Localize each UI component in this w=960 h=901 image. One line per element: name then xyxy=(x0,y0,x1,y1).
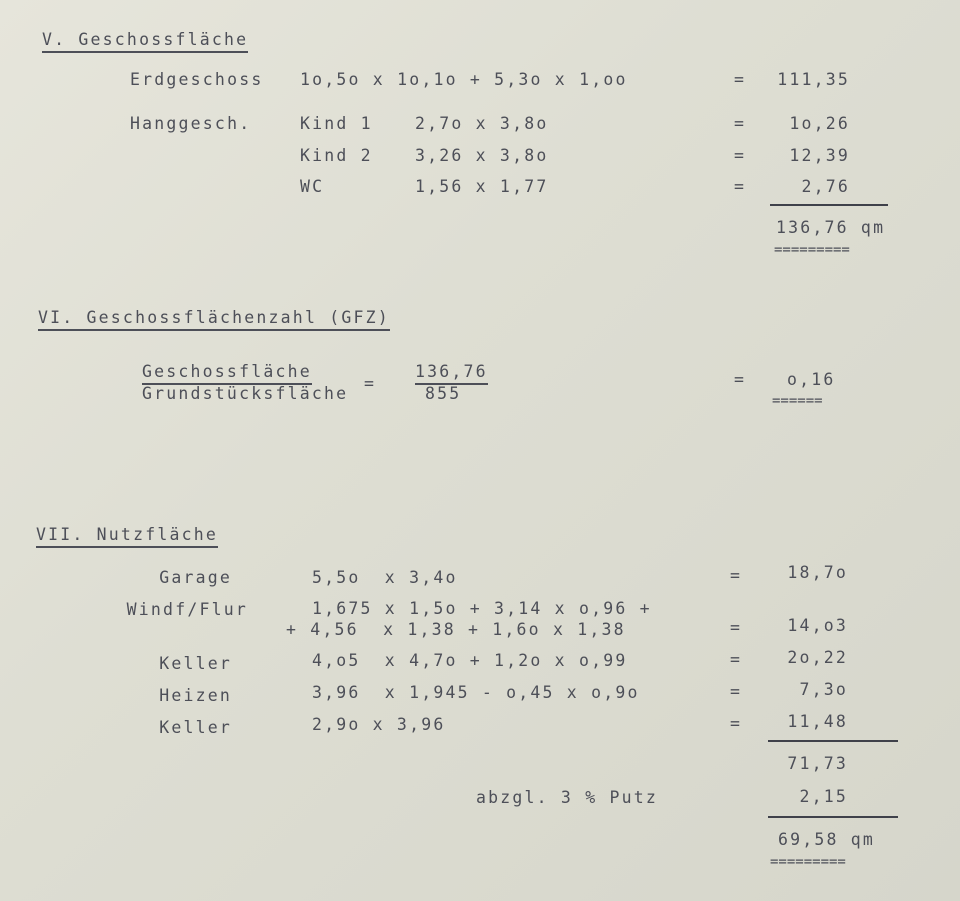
gfz-denominator-value: 855 xyxy=(425,384,462,403)
wc-value: 2,76 xyxy=(801,177,850,196)
kind2-label: Kind 2 xyxy=(300,146,373,165)
heizen-value: 7,3o xyxy=(799,680,848,699)
gfz-equals-2: = xyxy=(734,370,747,389)
section-vi-heading: VI. Geschossflächenzahl (GFZ) xyxy=(38,308,390,331)
keller2-equals: = xyxy=(730,714,743,733)
windfang-value: 14,o3 xyxy=(787,616,848,635)
section-v-total: 136,76 qm xyxy=(776,218,886,237)
section-vii-heading: VII. Nutzfläche xyxy=(36,525,218,548)
windfang-formula-2: + 4,56 x 1,38 + 1,6o x 1,38 xyxy=(286,620,626,639)
keller2-value: 11,48 xyxy=(787,712,848,731)
kind1-label: Kind 1 xyxy=(300,114,373,133)
sum-line-vii-2 xyxy=(768,816,898,818)
keller2-formula: 2,9o x 3,96 xyxy=(312,715,446,734)
section-v-double-underline: ========= xyxy=(774,242,850,258)
sum-line-v xyxy=(770,204,888,206)
gfz-numerator-value: 136,76 xyxy=(415,362,488,385)
erdgeschoss-formula: 1o,5o x 1o,1o + 5,3o x 1,oo xyxy=(300,70,628,89)
section-vii-double-underline: ========= xyxy=(770,854,846,870)
erdgeschoss-equals: = xyxy=(734,70,747,89)
keller2-label: Keller xyxy=(159,718,232,737)
kind1-equals: = xyxy=(734,114,747,133)
windfang-formula-1: 1,675 x 1,5o + 3,14 x o,96 + xyxy=(312,599,652,618)
gfz-double-underline: ====== xyxy=(772,393,823,409)
keller1-label: Keller xyxy=(159,654,232,673)
wc-formula: 1,56 x 1,77 xyxy=(415,177,549,196)
garage-label: Garage xyxy=(159,568,232,587)
heizen-label: Heizen xyxy=(159,686,232,705)
sum-line-vii-1 xyxy=(768,740,898,742)
kind2-value: 12,39 xyxy=(789,146,850,165)
kind1-formula: 2,7o x 3,8o xyxy=(415,114,549,133)
wc-label: WC xyxy=(300,177,325,196)
gfz-result: o,16 xyxy=(787,370,836,389)
keller1-formula: 4,o5 x 4,7o + 1,2o x o,99 xyxy=(312,651,628,670)
section-v-heading: V. Geschossfläche xyxy=(42,30,248,53)
garage-value: 18,7o xyxy=(787,563,848,582)
windfang-equals: = xyxy=(730,618,743,637)
windfang-label: Windf/Flur xyxy=(126,600,248,619)
garage-formula: 5,5o x 3,4o xyxy=(312,568,458,587)
deduction-label: abzgl. 3 % Putz xyxy=(476,788,659,807)
gfz-denominator-label: Grundstücksfläche xyxy=(142,384,349,403)
garage-equals: = xyxy=(730,566,743,585)
kind1-value: 1o,26 xyxy=(789,114,850,133)
deduction-value: 2,15 xyxy=(799,787,848,806)
heizen-equals: = xyxy=(730,682,743,701)
section-vii-subtotal: 71,73 xyxy=(787,754,848,773)
hanggesch-label: Hanggesch. xyxy=(130,114,252,133)
gfz-equals-1: = xyxy=(364,374,377,393)
kind2-equals: = xyxy=(734,146,747,165)
erdgeschoss-value: 111,35 xyxy=(777,70,850,89)
gfz-numerator-label: Geschossfläche xyxy=(142,362,312,385)
keller1-value: 2o,22 xyxy=(787,648,848,667)
keller1-equals: = xyxy=(730,650,743,669)
heizen-formula: 3,96 x 1,945 - o,45 x o,9o xyxy=(312,683,640,702)
wc-equals: = xyxy=(734,177,747,196)
kind2-formula: 3,26 x 3,8o xyxy=(415,146,549,165)
erdgeschoss-label: Erdgeschoss xyxy=(130,70,264,89)
section-vii-total: 69,58 qm xyxy=(778,830,876,849)
